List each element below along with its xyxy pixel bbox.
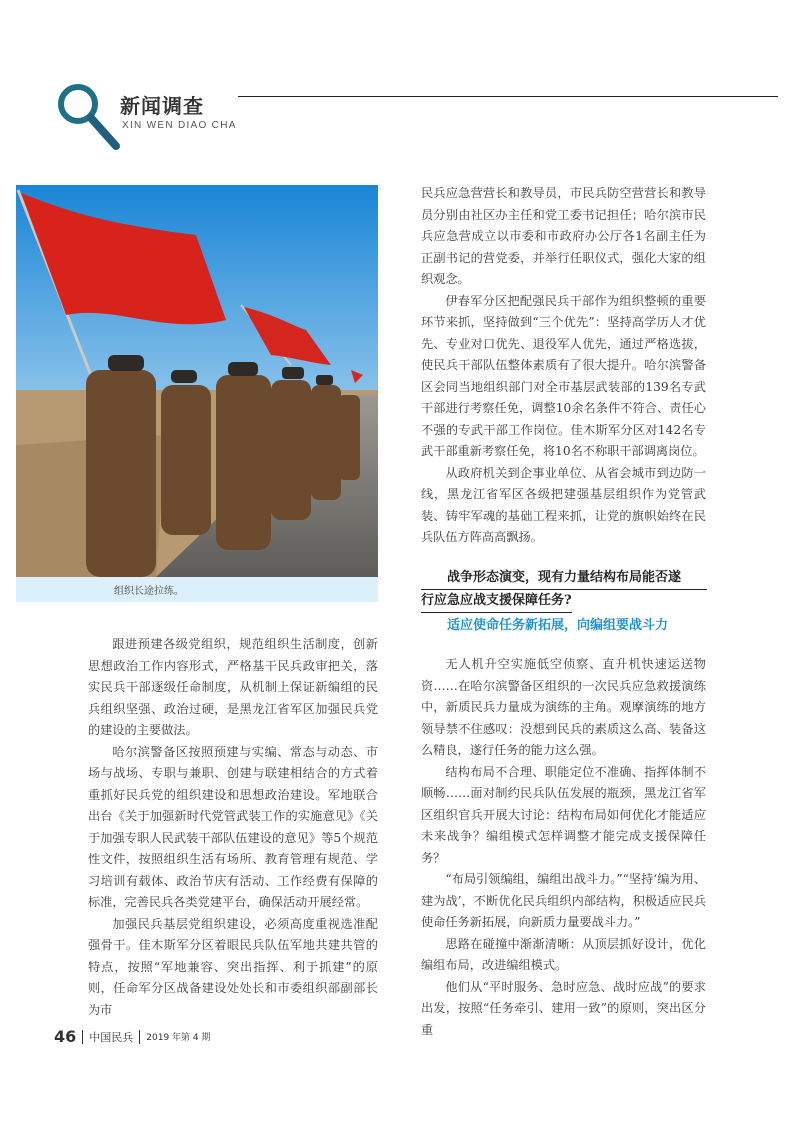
article-column-right-bottom xyxy=(421,654,706,1041)
page-footer xyxy=(54,1027,210,1046)
paragraph: 伊春军分区把配强民兵干部作为组织整顿的重要环节来抓，坚持做到“三个优先”：坚持高学历人才优先、专业对口优先、退役军人优先，通过严格选拔，使民兵干部队伍整体素质有了很大提升。哈尔滨警备区会同当地组织部门对全市基层武装部的139名专武干部进行考察任免，调整10余名条件不符合、责任心不强的专武干部工作岗位。佳木斯军分区对142名专武干部重新考察任免，将10名不称职干部调离岗位。 xyxy=(421,293,706,458)
issue-label: 2019 年第 4 期 xyxy=(146,1033,211,1043)
question-line-1: 战争形态演变，现有力量结构布局能否遂 xyxy=(421,567,707,590)
photo-caption: 组织长途拉练。 xyxy=(114,586,184,597)
article-column-left-bottom xyxy=(88,634,378,1021)
paragraph: 无人机升空实施低空侦察、直升机快速运送物资……在哈尔滨警备区组织的一次民兵应急救援演练中，新质民兵力量成为演练的主角。观摩演练的地方领导禁不住感叹：没想到民兵的素质这么高、装备这么精良，遂行任务的能力这么强。 xyxy=(421,657,706,757)
photo-caption-band xyxy=(16,577,378,602)
page-number: 46 xyxy=(54,1027,77,1046)
question-line-2: 行应急应战支援保障任务? xyxy=(421,590,572,613)
paragraph: 加强民兵基层党组织建设，必须高度重视选准配强骨干。佳木斯军分区着眼民兵队伍军地共建共管的特点，按照“军地兼容、突出指挥、利于抓建”的原则，任命军分区战备建设处处长和市委组织部副部长为市 xyxy=(88,916,378,1017)
section-title: 新闻调查 xyxy=(120,94,204,118)
paragraph: 民兵应急营营长和教导员，市民兵防空营营长和教导员分别由社区办主任和党工委书记担任；哈尔滨市民兵应急营成立以市委和市政府办公厅各1名副主任为正副书记的营党委，并举行任职仪式，强化大家的组织观念。 xyxy=(421,186,706,286)
header-rule xyxy=(238,96,778,97)
paragraph: 跟进预建各级党组织，规范组织生活制度，创新思想政治工作内容形式，严格基干民兵政审把关，落实民兵干部逐级任命制度，从机制上保证新编组的民兵组织坚强、政治过硬，是黑龙江省军区加强民兵党的建设的主要做法。 xyxy=(88,637,378,737)
paragraph: 他们从“平时服务、急时应急、战时应战”的要求出发，按照“任务牵引、建用一致”的原则，突出区分重 xyxy=(421,979,706,1037)
marching-soldiers-photo xyxy=(16,185,378,577)
question-heading xyxy=(421,567,707,613)
footer-separator xyxy=(82,1030,83,1044)
paragraph: “布局引领编组，编组出战斗力。”“坚持‘编为用、建为战’，不断优化民兵组织内部结构，积极适应民兵使命任务新拓展，向新质力量要战斗力。” xyxy=(421,872,706,929)
paragraph: 结构布局不合理、职能定位不准确、指挥体制不顺畅……面对制约民兵队伍发展的瓶颈，黑龙江省军区组织官兵开展大讨论：结构布局如何优化才能适应未来战争？编组模式怎样调整才能完成支援保障任务？ xyxy=(421,764,706,865)
paragraph: 从政府机关到企事业单位、从省会城市到边防一线，黑龙江省军区各级把建强基层组织作为党管武装、铸牢军魂的基础工程来抓，让党的旗帜始终在民兵队伍方阵高高飘扬。 xyxy=(421,465,706,544)
footer-separator xyxy=(139,1030,140,1044)
magazine-name: 中国民兵 xyxy=(89,1030,134,1044)
section-subheading: 适应使命任务新拓展，向编组要战斗力 xyxy=(447,618,669,633)
section-subtitle: XIN WEN DIAO CHA xyxy=(122,120,237,131)
paragraph: 思路在碰撞中渐渐清晰：从顶层抓好设计，优化编组布局，改进编组模式。 xyxy=(421,936,706,972)
magnifier-icon xyxy=(54,80,124,150)
paragraph: 哈尔滨警备区按照预建与实编、常态与动态、市场与战场、专职与兼职、创建与联建相结合的方式着重抓好民兵党的组织建设和思想政治建设。军地联合出台《关于加强新时代党管武装工作的实施意见》《关于加强专职人民武装干部队伍建设的意见》等5个规范性文件，按照组织生活有场所、教育管理有规范、学习培训有载体、政治节庆有活动、工作经费有保障的标准，完善民兵各类党建平台，确保活动开展经常。 xyxy=(88,744,378,909)
article-column-right-top xyxy=(421,183,706,549)
